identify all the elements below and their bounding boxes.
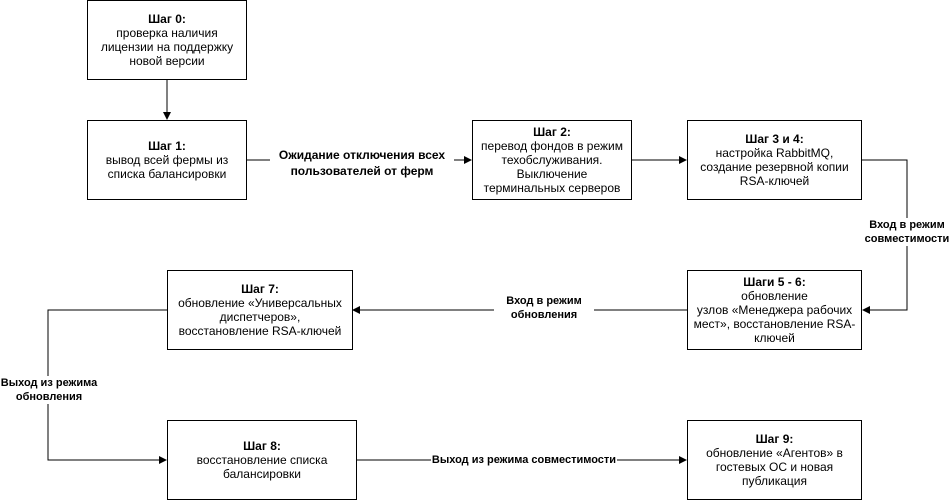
step-8-title: Шаг 8: [243, 439, 281, 453]
step-0-line: новой версии [129, 54, 205, 68]
edge-label-line: совместимости [864, 233, 950, 245]
step-5-6-line: мест», восстановление RSA- [693, 317, 856, 331]
step-7-line: диспетчеров», [219, 310, 301, 324]
step-8-line: балансировки [223, 467, 301, 481]
step-9-box [687, 420, 862, 500]
step-5-6-title: Шаги 5 - 6: [743, 275, 806, 289]
edge-label-line: пользователей от ферм [290, 164, 434, 178]
step-7-box [167, 270, 353, 350]
step-5-6-line: ключей [754, 331, 795, 345]
step-2-line: Выключение [516, 167, 588, 181]
step-0-title: Шаг 0: [148, 12, 186, 26]
step-9-line: обновление «Агентов» в [706, 446, 843, 460]
edge-label-line: Ожидание отключения всех [278, 148, 446, 162]
step-7-line: восстановление RSA-ключей [178, 324, 342, 338]
step-5-6-line: обновление [741, 289, 808, 303]
step-5-6-line: узлов «Менеджера рабочих [696, 303, 853, 317]
step-3-4-line: RSA-ключей [739, 174, 810, 188]
edge-label-compat-out [431, 453, 617, 467]
step-9-title: Шаг 9: [755, 432, 794, 446]
step-9-line: гостевых ОС и новая [715, 460, 834, 474]
edge-label-wait [270, 147, 454, 179]
step-1-line: списка балансировки [107, 167, 227, 181]
edge-label-line: Вход в режим [869, 219, 945, 231]
step-1-title: Шаг 1: [148, 139, 186, 153]
edge-label-line: Выход из режима совместимости [431, 454, 617, 466]
step-9-line: публикация [742, 474, 807, 488]
edge-label-line: обновления [15, 391, 83, 403]
step-8-box [167, 420, 357, 500]
step-8-line: восстановление списка [196, 453, 328, 467]
step-7-title: Шаг 7: [241, 282, 279, 296]
step-0-line: проверка наличия [116, 26, 218, 40]
step-3-4-title: Шаг 3 и 4: [745, 132, 804, 146]
edge-label-line: Вход в режим [506, 295, 582, 307]
edge-label-compat-in [864, 218, 950, 246]
edge-label-line: Выход из режима [0, 377, 98, 389]
step-3-4-line: создание резервной копии [700, 160, 849, 174]
step-0-line: лицензии на поддержку [100, 40, 234, 54]
step-1-line: вывод всей фермы из [105, 153, 229, 167]
step-2-title: Шаг 2: [533, 125, 571, 139]
step-7-line: обновление «Универсальных [178, 296, 342, 310]
step-5-6-box [687, 270, 862, 350]
edge-label-update-in [494, 294, 594, 322]
step-2-line: терминальных серверов [483, 181, 621, 195]
step-2-line: техобслуживания. [501, 153, 603, 167]
edge-label-line: обновления [510, 309, 578, 321]
step-3-4-line: настройка RabbitMQ, [715, 146, 834, 160]
step-2-box [472, 120, 632, 200]
step-2-line: перевод фондов в режим [481, 139, 623, 153]
step-1-box [87, 120, 247, 200]
edge-label-update-out [0, 376, 98, 404]
step-3-4-box [687, 120, 862, 200]
step-0-box [87, 0, 247, 80]
